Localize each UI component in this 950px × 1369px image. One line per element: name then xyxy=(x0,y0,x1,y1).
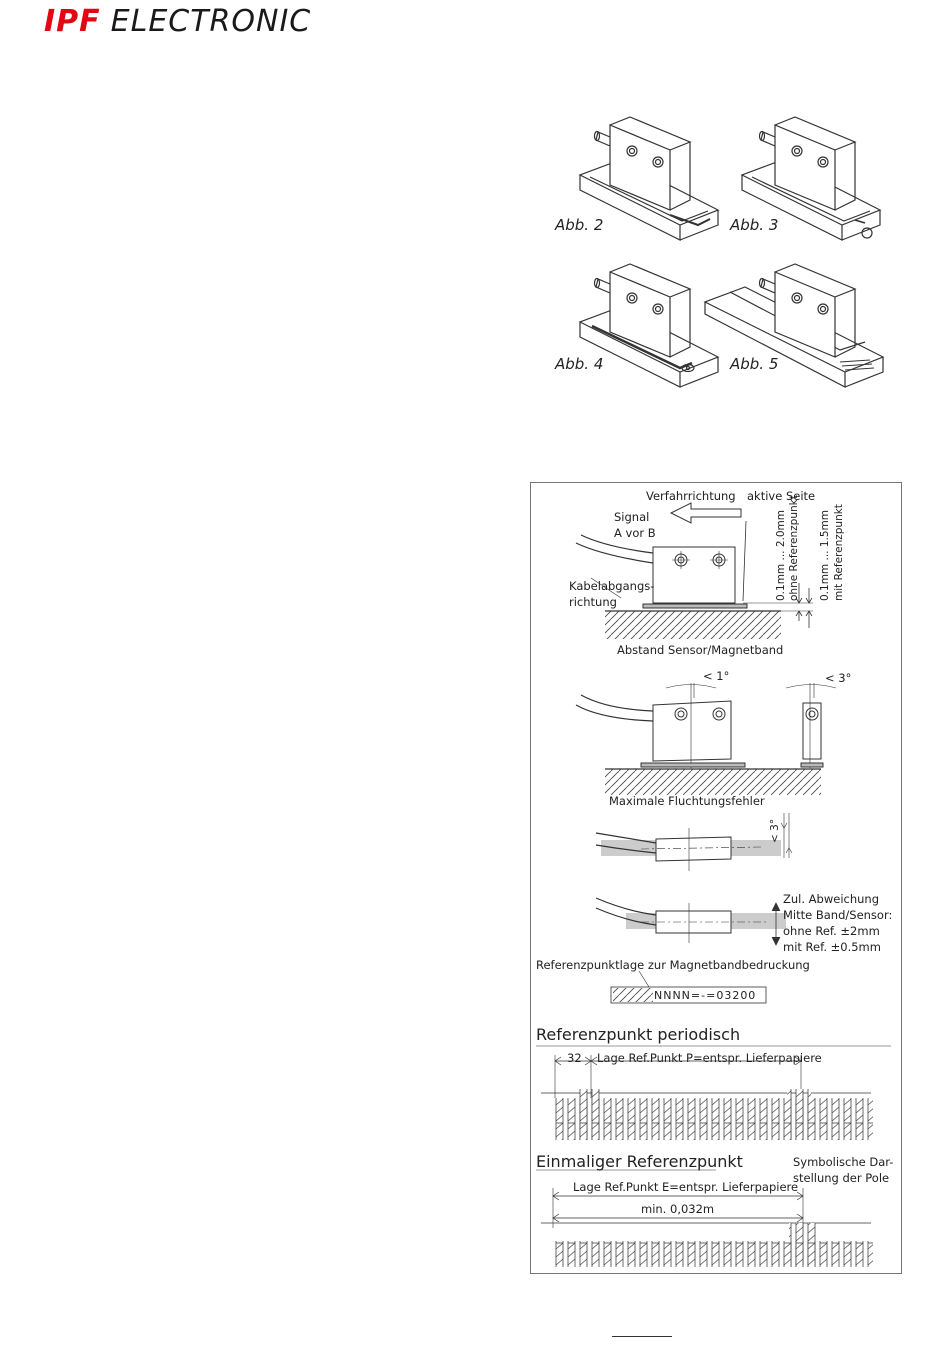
figure-label-abb5: Abb. 5 xyxy=(730,355,779,373)
label-abweichung-2: Mitte Band/Sensor: xyxy=(783,908,893,922)
heading-einmalig: Einmaliger Referenzpunkt xyxy=(536,1152,743,1171)
label-dist1-2: ohne Referenzpunkt xyxy=(788,495,800,601)
logo-electronic-text: ELECTRONIC xyxy=(110,4,312,39)
label-lage-e: Lage Ref.Punkt E=entspr. Lieferpapiere xyxy=(573,1180,799,1194)
label-symbol-2: stellung der Pole xyxy=(793,1171,890,1185)
label-signal-2: A vor B xyxy=(614,526,656,540)
label-abstand: Abstand Sensor/Magnetband xyxy=(617,643,784,657)
label-aktive-seite: aktive Seite xyxy=(747,489,816,503)
figure-label-abb3: Abb. 3 xyxy=(730,216,779,234)
footer-rule xyxy=(612,1336,672,1337)
label-dim-32: 32 xyxy=(567,1051,582,1065)
label-band-print: NNNN=-=03200 xyxy=(654,989,757,1002)
figure-label-abb4: Abb. 4 xyxy=(555,355,604,373)
label-kabel-1: Kabelabgangs- xyxy=(569,579,655,593)
sensor-figure-abb4 xyxy=(570,262,720,397)
label-symbol-1: Symbolische Dar- xyxy=(793,1155,894,1169)
label-angle-3: < 3° xyxy=(769,818,781,843)
label-dist2-2: mit Referenzpunkt xyxy=(833,504,845,601)
label-referenzpunktlage: Referenzpunktlage zur Magnetbandbedruckung xyxy=(536,958,810,972)
heading-periodisch: Referenzpunkt periodisch xyxy=(536,1025,741,1044)
label-dist2-1: 0.1mm ... 1.5mm xyxy=(819,510,831,601)
label-lage-p: Lage Ref.Punkt P=entspr. Lieferpapiere xyxy=(597,1051,822,1065)
label-angle-2: < 3° xyxy=(825,671,852,685)
label-signal-1: Signal xyxy=(614,510,650,524)
label-angle-1: < 1° xyxy=(703,669,730,683)
label-verfahrrichtung: Verfahrrichtung xyxy=(646,489,736,503)
figure-label-abb2: Abb. 2 xyxy=(555,216,604,234)
label-kabel-2: richtung xyxy=(569,595,617,609)
installation-diagram-panel xyxy=(530,482,902,1274)
alignment-sketch xyxy=(576,683,836,795)
label-abweichung-1: Zul. Abweichung xyxy=(783,892,880,906)
top-view-sketch xyxy=(596,813,792,945)
sensor-figure-abb5 xyxy=(700,262,890,397)
label-abweichung-3: ohne Ref. ±2mm xyxy=(783,924,880,938)
label-min-dist: min. 0,032m xyxy=(641,1202,715,1216)
company-logo xyxy=(44,4,311,38)
label-flucht: Maximale Fluchtungsfehler xyxy=(609,794,765,808)
logo-ipf-text: IPF xyxy=(44,4,101,39)
label-abweichung-4: mit Ref. ±0.5mm xyxy=(783,940,881,954)
label-dist1-1: 0.1mm ... 2.0mm xyxy=(775,510,787,601)
